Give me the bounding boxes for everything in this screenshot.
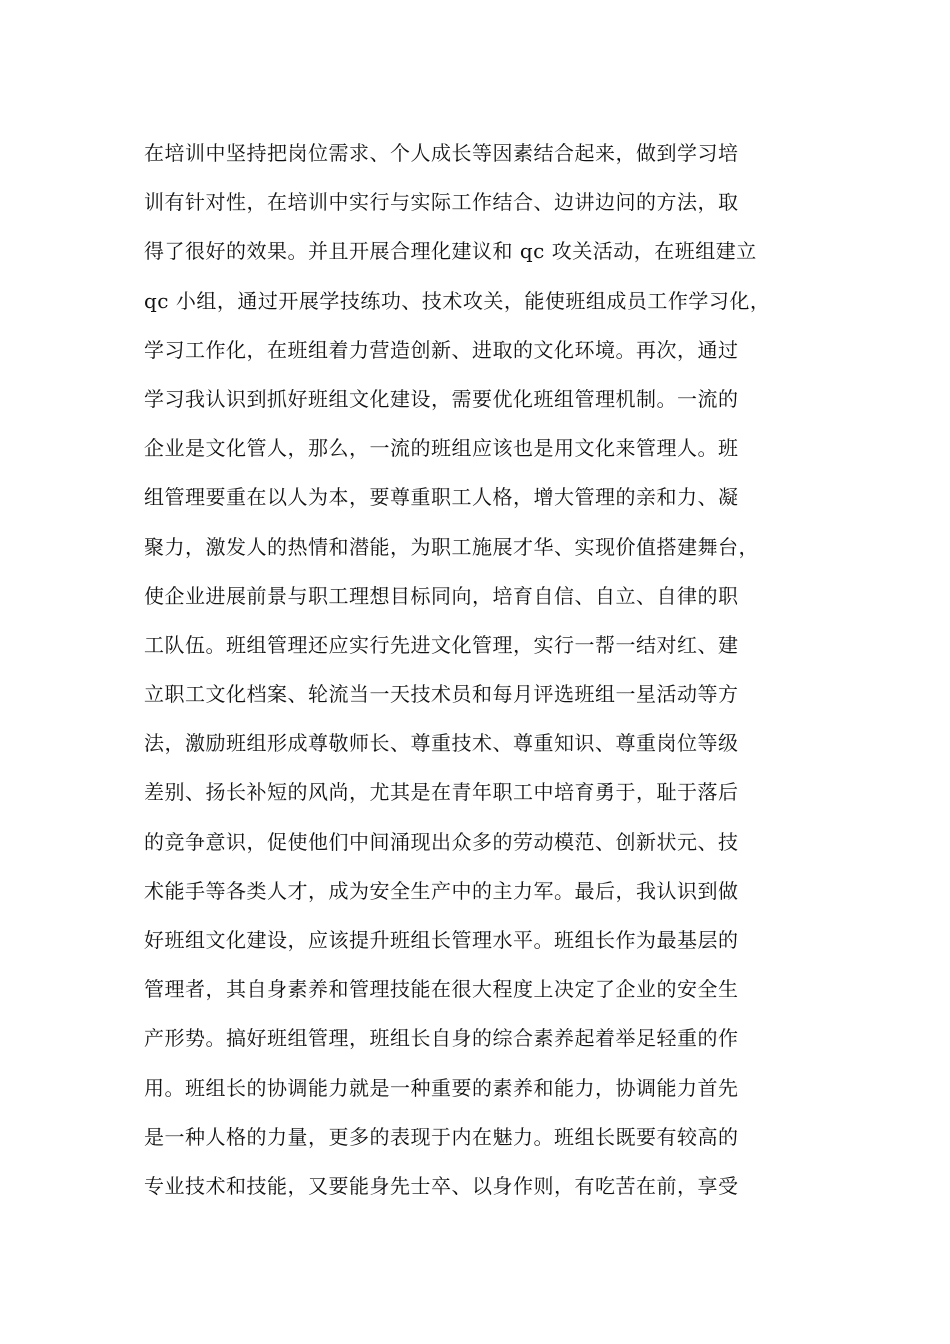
text-line: 学习我认识到抓好班组文化建设，需要优化班组管理机制。一流的: [144, 386, 739, 411]
text-line: 组管理要重在以人为本，要尊重职工人格，增大管理的亲和力、凝: [144, 485, 739, 510]
text-line: 聚力，激发人的热情和潜能，为职工施展才华、实现价值搭建舞台，: [144, 534, 759, 559]
text-line: qc 小组，通过开展学技练功、技术攻关，能使班组成员工作学习化，: [144, 288, 771, 313]
text-line: 立职工文化档案、轮流当一天技术员和每月评选班组一星活动等方: [144, 682, 739, 707]
text-line: 得了很好的效果。并且开展合理化建议和 qc 攻关活动，在班组建立: [144, 239, 757, 264]
text-line: 在培训中坚持把岗位需求、个人成长等因素结合起来，做到学习培: [144, 141, 739, 165]
text-line: 企业是文化管人，那么，一流的班组应该也是用文化来管理人。班: [144, 436, 739, 461]
text-line: 管理者，其自身素养和管理技能在很大程度上决定了企业的安全生: [144, 977, 739, 1002]
text-line: 好班组文化建设，应该提升班组长管理水平。班组长作为最基层的: [144, 928, 739, 952]
text-line: 学习工作化，在班组着力营造创新、进取的文化环境。再次，通过: [144, 337, 739, 362]
text-line: 差别、扬长补短的风尚，尤其是在青年职工中培育勇于，耻于落后: [144, 780, 739, 805]
text-line: 法，激励班组形成尊敬师长、尊重技术、尊重知识、尊重岗位等级: [144, 731, 739, 756]
text-line: 工队伍。班组管理还应实行先进文化管理，实行一帮一结对红、建: [144, 632, 739, 657]
text-line: 术能手等各类人才，成为安全生产中的主力军。最后，我认识到做: [144, 878, 739, 903]
text-line: 训有针对性，在培训中实行与实际工作结合、边讲边问的方法，取: [144, 190, 739, 215]
text-line: 的竞争意识，促使他们中间涌现出众多的劳动模范、创新状元、技: [144, 829, 739, 854]
text-line: 使企业进展前景与职工理想目标同向，培育自信、自立、自律的职: [144, 583, 739, 608]
body-paragraph: [144, 133, 834, 1215]
text-line: 用。班组长的协调能力就是一种重要的素养和能力，协调能力首先: [144, 1075, 739, 1100]
text-line: 专业技术和技能，又要能身先士卒、以身作则，有吃苦在前，享受: [144, 1173, 739, 1198]
text-line: 是一种人格的力量，更多的表现于内在魅力。班组长既要有较高的: [144, 1124, 739, 1149]
text-line: 产形势。搞好班组管理，班组长自身的综合素养起着举足轻重的作: [144, 1026, 739, 1051]
